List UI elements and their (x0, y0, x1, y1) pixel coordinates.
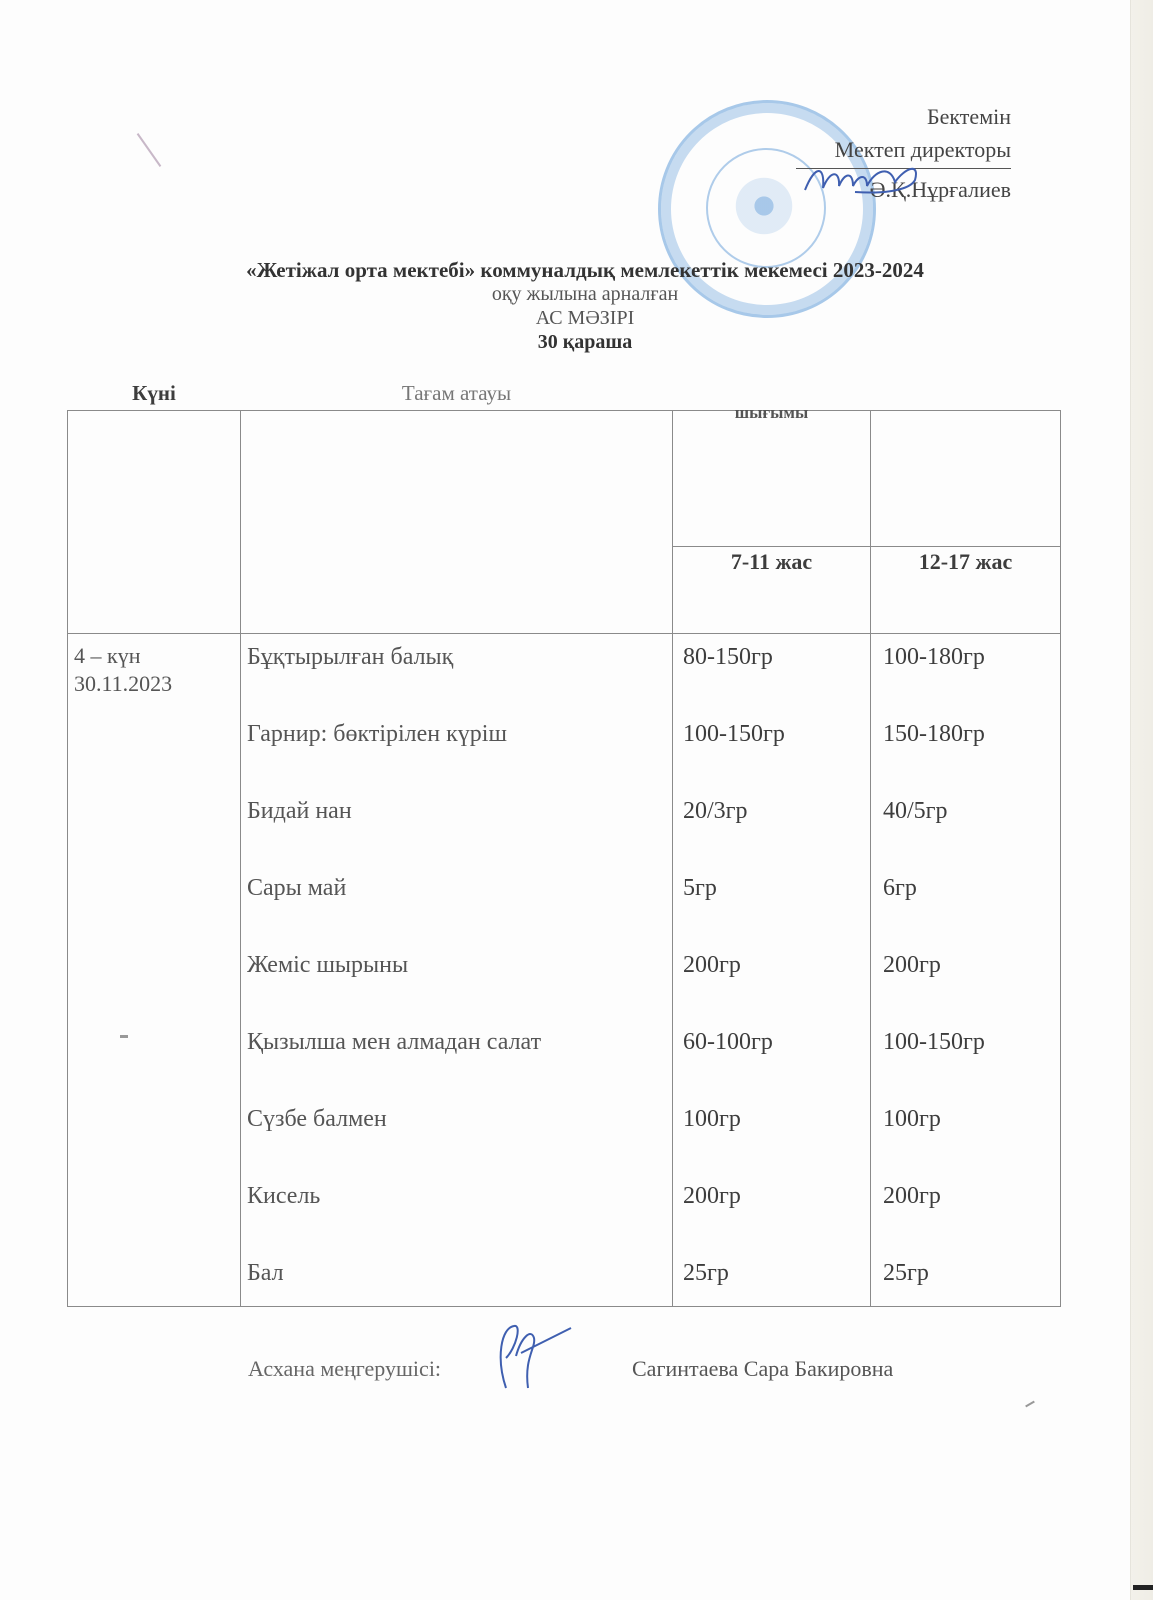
dish-name: Сүзбе балмен (247, 1106, 387, 1132)
dish-name: Сары май (247, 875, 347, 901)
approval-signer: Ә.Қ.Нұрғалиев (869, 177, 1011, 202)
scan-artifact (120, 1035, 128, 1038)
header-age-12-17: 12-17 жас (871, 546, 1061, 633)
portion-value: 200гр (883, 1183, 941, 1209)
table-body-row (68, 634, 1061, 1307)
edge-mark (1133, 1585, 1153, 1590)
portion-value: 60-100гр (683, 1029, 773, 1055)
portion-12-17-column (871, 634, 1061, 1307)
header-row-1 (68, 411, 1061, 547)
header-dish: Тағам атауы (241, 411, 673, 634)
document-title (150, 258, 1020, 354)
header-day: Күні (68, 411, 241, 634)
menu-table (67, 381, 1061, 1307)
portion-value: 100-180гр (883, 644, 985, 670)
portion-value: 25гр (883, 1260, 929, 1286)
portion-7-11-column (673, 634, 871, 1307)
title-date: 30 қараша (537, 331, 633, 353)
portion-value: 150-180гр (883, 721, 985, 747)
dish-name: Жеміс шырыны (247, 952, 409, 978)
header-yield: шығымы (673, 411, 871, 547)
day-label: 4 – күн (74, 643, 141, 668)
scanned-page-edge (1130, 0, 1153, 1600)
portion-value: 200гр (683, 1183, 741, 1209)
day-cell (68, 634, 241, 1307)
portion-value: 100-150гр (883, 1029, 985, 1055)
dish-name: Бидай нан (247, 798, 352, 824)
dish-name: Кисель (247, 1183, 321, 1209)
title-institution: «Жетіжал орта мектебі» коммуналдық мемлекеттік мекемесі 2023-2024 (246, 258, 924, 282)
header-age-7-11: 7-11 жас (673, 546, 871, 633)
dish-name: Бұқтырылған балық (247, 644, 454, 670)
portion-value: 5гр (683, 875, 717, 901)
portion-value: 100гр (883, 1106, 941, 1132)
approval-position: Мектеп директоры (834, 137, 1011, 162)
portion-value: 100-150гр (683, 721, 785, 747)
dish-name: Қызылша мен алмадан салат (247, 1029, 542, 1055)
portion-value: 80-150гр (683, 644, 773, 670)
scan-artifact (137, 133, 162, 167)
dish-column (241, 634, 673, 1307)
portion-value: 25гр (683, 1260, 729, 1286)
dish-name: Бал (247, 1260, 284, 1286)
approval-line-1: Бектемін (927, 104, 1011, 129)
emblem-icon (731, 173, 797, 239)
canteen-head-signature-icon (476, 1318, 576, 1398)
portion-value: 100гр (683, 1106, 741, 1132)
title-menu: АС МӘЗІРІ (535, 307, 635, 329)
portion-value: 200гр (883, 952, 941, 978)
portion-value: 20/3гр (683, 798, 748, 824)
director-signature-icon (795, 160, 935, 200)
scan-artifact (1025, 1401, 1035, 1408)
dish-name: Гарнир: бөктірілен күріш (247, 721, 507, 747)
title-academic-year: оқу жылына арналған (491, 283, 679, 305)
portion-value: 200гр (683, 952, 741, 978)
canteen-head-label: Асхана меңгерушісі: (248, 1356, 442, 1381)
day-date: 30.11.2023 (74, 671, 173, 696)
portion-value: 6гр (883, 875, 917, 901)
portion-value: 40/5гр (883, 798, 948, 824)
header-empty (871, 411, 1061, 547)
canteen-head-name: Сагинтаева Сара Бакировна (632, 1356, 894, 1381)
